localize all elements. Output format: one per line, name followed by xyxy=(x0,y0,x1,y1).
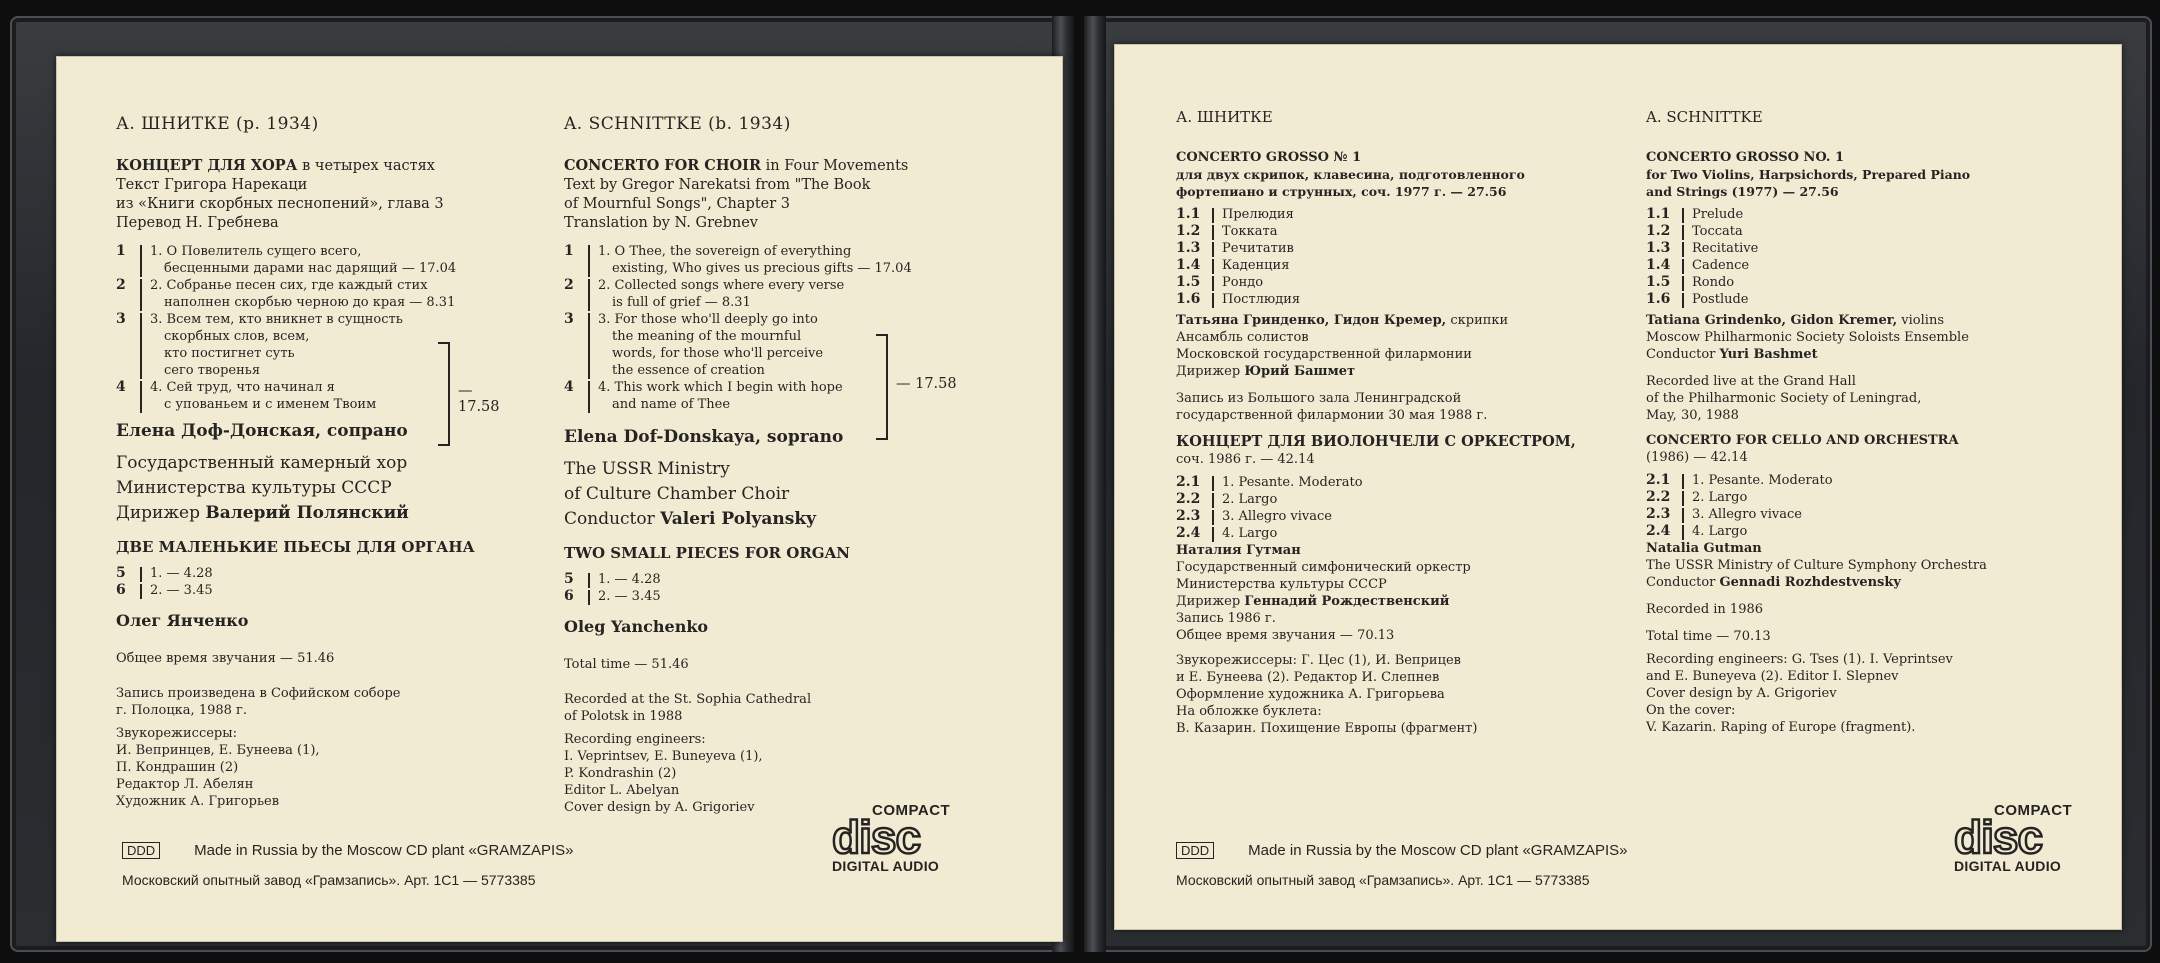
track-title: Речитатив xyxy=(1222,241,1294,256)
track-row xyxy=(1646,291,2086,308)
credit-line: И. Вепринцев, Е. Бунеева (1), xyxy=(116,743,320,758)
track-line: 2. — 3.45 xyxy=(150,583,213,598)
compact-disc-logo xyxy=(832,802,951,874)
track-number: 5 xyxy=(116,565,126,581)
credit-line: On the cover: xyxy=(1646,703,1736,718)
organ-title: ДВЕ МАЛЕНЬКИЕ ПЬЕСЫ ДЛЯ ОРГАНА xyxy=(116,538,475,556)
work-description: for Two Violins, Harpsichords, Prepared Piano xyxy=(1646,167,1971,182)
en-column xyxy=(1646,108,2086,736)
track-bar xyxy=(1212,527,1214,542)
organ-track-row xyxy=(564,571,984,588)
track-number: 2.2 xyxy=(1646,489,1671,505)
track-title: Cadence xyxy=(1692,258,1750,273)
recorded-line: Запись произведена в Софийском соборе xyxy=(116,686,401,701)
conductor-label: Conductor xyxy=(1646,575,1720,590)
track-row xyxy=(1176,525,1596,542)
performers-line xyxy=(1176,312,1596,329)
conductor-name: Valeri Polyansky xyxy=(660,509,816,529)
work-title-line xyxy=(116,156,516,176)
credit-line: Художник А. Григорьев xyxy=(116,794,280,809)
orchestra-line: The USSR Ministry of Culture Symphony Orchestra xyxy=(1646,558,1987,573)
track-row xyxy=(116,277,516,311)
track-number: 1.2 xyxy=(1176,223,1201,239)
total-time: Общее время звучания — 70.13 xyxy=(1176,628,1395,643)
recorded-line: Recorded live at the Grand Hall xyxy=(1646,374,1856,389)
track-number: 2.4 xyxy=(1646,523,1671,539)
track-row xyxy=(1176,223,1596,240)
track-line: 1. — 4.28 xyxy=(598,572,661,587)
track-title: Recitative xyxy=(1692,241,1759,256)
track-number: 1 xyxy=(564,243,574,259)
track-title: Prelude xyxy=(1692,207,1744,222)
work-title: CONCERTO GROSSO NO. 1 xyxy=(1646,150,1845,165)
track-number: 3 xyxy=(116,311,126,327)
track-title: 2. Largo xyxy=(1692,490,1748,505)
track-line: 2. Collected songs where every verse xyxy=(598,278,845,293)
cello-description: (1986) — 42.14 xyxy=(1646,450,1748,465)
track-bar xyxy=(1212,493,1214,508)
track-line: 3. Всем тем, кто вникнет в сущность xyxy=(150,312,403,327)
track-bar xyxy=(1212,225,1214,240)
track-title: Прелюдия xyxy=(1222,207,1294,222)
soloist: Елена Доф-Донская, сопрано xyxy=(116,421,408,441)
track-title: Постлюдия xyxy=(1222,292,1301,307)
track-number: 6 xyxy=(564,588,574,604)
track-number: 1.6 xyxy=(1646,291,1671,307)
track-bar xyxy=(1682,491,1684,506)
credit-line: П. Кондрашин (2) xyxy=(116,760,239,775)
ensemble-line: Московской государственной филармонии xyxy=(1176,347,1472,362)
credit-line: V. Kazarin. Raping of Europe (fragment). xyxy=(1646,720,1916,735)
text-credit: Translation by N. Grebnev xyxy=(564,215,759,231)
track-row xyxy=(1646,257,2086,274)
track-row xyxy=(1176,206,1596,223)
track-number: 2.1 xyxy=(1176,474,1201,490)
track-row xyxy=(1176,291,1596,308)
case-hinge xyxy=(1084,16,1106,952)
violinists-role: violins xyxy=(1897,313,1944,328)
track-row xyxy=(564,243,984,277)
track-row xyxy=(116,243,516,277)
track-bar xyxy=(1212,510,1214,525)
conductor-label: Conductor xyxy=(1646,347,1720,362)
track-row xyxy=(116,311,516,379)
track-number: 2.4 xyxy=(1176,525,1201,541)
track-number: 1.1 xyxy=(1646,206,1671,222)
track-title: Toccata xyxy=(1692,224,1743,239)
conductor-name: Валерий Полянский xyxy=(205,503,409,523)
track-title: 3. Allegro vivace xyxy=(1222,509,1332,524)
track-number: 1.6 xyxy=(1176,291,1201,307)
movements-bracket xyxy=(438,342,450,446)
track-bar xyxy=(140,313,142,379)
conductor-label: Дирижер xyxy=(1176,594,1245,609)
track-line: 1. О Повелитель сущего всего, xyxy=(150,244,362,259)
track-line: is full of grief — 8.31 xyxy=(612,295,751,310)
track-line: 3. For those who'll deeply go into xyxy=(598,312,818,327)
recorded-line: государственной филармонии 30 мая 1988 г. xyxy=(1176,408,1488,423)
organ-track-row xyxy=(116,565,516,582)
recorded-year: Запись 1986 г. xyxy=(1176,611,1276,626)
track-line: existing, Who gives us precious gifts — 17.04 xyxy=(612,261,912,276)
credit-line: Recording engineers: xyxy=(564,732,706,747)
conductor-name: Геннадий Рождественский xyxy=(1244,594,1450,609)
track-row xyxy=(564,311,984,379)
organist: Oleg Yanchenko xyxy=(564,617,709,636)
track-row xyxy=(1646,489,2086,506)
recorded-line: of Polotsk in 1988 xyxy=(564,709,683,724)
back-insert-left xyxy=(56,56,1063,942)
ddd-badge: DDD xyxy=(122,842,160,859)
track-number: 4 xyxy=(116,379,126,395)
work-title: КОНЦЕРТ ДЛЯ ХОРА xyxy=(116,157,298,174)
track-bar xyxy=(1682,508,1684,523)
choir-line: Министерства культуры СССР xyxy=(116,478,392,498)
track-number: 1.4 xyxy=(1176,257,1201,273)
bracket-duration: — 17.58 xyxy=(458,383,500,415)
orchestra-line: Государственный симфонический оркестр xyxy=(1176,560,1471,575)
conductor-line xyxy=(1646,574,2086,591)
track-line: the essence of creation xyxy=(612,363,765,378)
logo-disc-text: disc xyxy=(1954,811,2043,863)
credit-line: and E. Buneyeva (2). Editor I. Slepnev xyxy=(1646,669,1899,684)
track-bar xyxy=(1212,208,1214,223)
track-row xyxy=(1646,223,2086,240)
made-in-text: Made in Russia by the Moscow CD plant «GRAMZAPIS» xyxy=(1248,842,1628,859)
track-number: 1.3 xyxy=(1646,240,1671,256)
track-number: 1 xyxy=(116,243,126,259)
track-bar xyxy=(140,245,142,277)
credit-line: Оформление художника А. Григорьева xyxy=(1176,687,1445,702)
total-time: Общее время звучания — 51.46 xyxy=(116,651,335,666)
track-row xyxy=(1176,491,1596,508)
ru-column xyxy=(1176,108,1596,737)
credit-line: и Е. Бунеева (2). Редактор И. Слепнев xyxy=(1176,670,1440,685)
track-line: words, for those who'll perceive xyxy=(612,346,824,361)
bracket-duration: — 17.58 xyxy=(896,376,957,392)
cello-title: CONCERTO FOR CELLO AND ORCHESTRA xyxy=(1646,433,1959,448)
track-row xyxy=(1646,274,2086,291)
orchestra-line: Министерства культуры СССР xyxy=(1176,577,1387,592)
credit-line: Звукорежиссеры: Г. Цес (1), И. Веприцев xyxy=(1176,653,1461,668)
recorded-line: г. Полоцка, 1988 г. xyxy=(116,703,247,718)
soloist: Elena Dof-Donskaya, soprano xyxy=(564,427,844,447)
track-bar xyxy=(1682,525,1684,540)
work-title-line xyxy=(564,156,984,176)
track-row xyxy=(1646,506,2086,523)
organ-track-row xyxy=(116,582,516,599)
track-number: 3 xyxy=(564,311,574,327)
track-title: Каденция xyxy=(1222,258,1290,273)
track-bar xyxy=(588,245,590,277)
track-number: 2.1 xyxy=(1646,472,1671,488)
track-row xyxy=(1646,240,2086,257)
track-number: 2.3 xyxy=(1646,506,1671,522)
track-bar xyxy=(1212,476,1214,491)
track-line: 4. This work which I begin with hope xyxy=(598,380,843,395)
recorded-line: of the Philharmonic Society of Leningrad, xyxy=(1646,391,1922,406)
track-row xyxy=(564,277,984,311)
footer-catalog: Московский опытный завод «Грамзапись». Арт. 1С1 — 5773385 xyxy=(122,872,536,888)
credit-line: Cover design by A. Grigoriev xyxy=(564,800,755,815)
track-number: 2.2 xyxy=(1176,491,1201,507)
work-description: and Strings (1977) — 27.56 xyxy=(1646,184,1839,199)
footer-made-in xyxy=(122,842,574,859)
credit-line: Редактор Л. Абелян xyxy=(116,777,254,792)
text-credit: из «Книги скорбных песнопений», глава 3 xyxy=(116,196,444,212)
track-row xyxy=(1646,472,2086,489)
track-bar xyxy=(140,279,142,311)
track-number: 6 xyxy=(116,582,126,598)
text-credit: Текст Григора Нарекаци xyxy=(116,177,308,193)
track-line: 1. O Thee, the sovereign of everything xyxy=(598,244,852,259)
track-bar xyxy=(1682,242,1684,257)
cd-case-right xyxy=(1084,16,2152,952)
total-time: Total time — 51.46 xyxy=(564,657,689,672)
track-line: сего творенья xyxy=(164,363,261,378)
violinists: Tatiana Grindenko, Gidon Kremer, xyxy=(1646,313,1898,328)
track-bar xyxy=(1212,293,1214,308)
track-number: 1.3 xyxy=(1176,240,1201,256)
logo-disc-text: disc xyxy=(832,811,921,863)
text-credit: Text by Gregor Narekatsi from "The Book xyxy=(564,177,871,193)
track-line: and name of Thee xyxy=(612,397,731,412)
track-bar xyxy=(1682,208,1684,223)
compact-disc-logo xyxy=(1954,802,2073,874)
track-row xyxy=(1176,257,1596,274)
footer-made-in xyxy=(1176,842,1628,859)
track-bar xyxy=(588,381,590,413)
work-subtitle: in Four Movements xyxy=(761,158,909,174)
track-number: 1.5 xyxy=(1646,274,1671,290)
track-line: 2. Собранье песен сих, где каждый стих xyxy=(150,278,428,293)
track-line: бесценными дарами нас дарящий — 17.04 xyxy=(164,261,457,276)
text-credit: of Mournful Songs", Chapter 3 xyxy=(564,196,790,212)
track-line: 2. — 3.45 xyxy=(598,589,661,604)
en-column xyxy=(564,114,984,816)
track-line: наполнен скорбью черною до края — 8.31 xyxy=(164,295,456,310)
made-in-text: Made in Russia by the Moscow CD plant «GRAMZAPIS» xyxy=(194,842,574,859)
logo-compact-text: COMPACT xyxy=(1994,802,2073,819)
track-number: 2.3 xyxy=(1176,508,1201,524)
credit-line: Звукорежиссеры: xyxy=(116,726,237,741)
credit-line: Editor L. Abelyan xyxy=(564,783,680,798)
work-title: CONCERTO FOR CHOIR xyxy=(564,157,762,174)
conductor-line xyxy=(1176,593,1596,610)
choir-line: The USSR Ministry xyxy=(564,459,730,479)
track-line: 1. — 4.28 xyxy=(150,566,213,581)
cellist: Natalia Gutman xyxy=(1646,541,1762,556)
track-bar xyxy=(140,567,142,582)
track-bar xyxy=(1682,293,1684,308)
track-line: the meaning of the mournful xyxy=(612,329,802,344)
logo-compact-text: COMPACT xyxy=(872,802,951,819)
track-title: Токката xyxy=(1222,224,1278,239)
choir-line: Государственный камерный хор xyxy=(116,453,408,473)
credit-line: P. Kondrashin (2) xyxy=(564,766,677,781)
conductor-name: Юрий Башмет xyxy=(1244,364,1356,379)
credit-line: На обложке буклета: xyxy=(1176,704,1322,719)
track-number: 5 xyxy=(564,571,574,587)
conductor-name: Gennadi Rozhdestvensky xyxy=(1719,575,1901,590)
track-number: 2 xyxy=(116,277,126,293)
track-number: 1.5 xyxy=(1176,274,1201,290)
track-row xyxy=(1176,240,1596,257)
track-row xyxy=(1646,523,2086,540)
ddd-badge: DDD xyxy=(1176,842,1214,859)
composer-heading: А. ШНИТКЕ xyxy=(1176,108,1273,126)
conductor-line xyxy=(1646,346,2086,363)
conductor-label: Conductor xyxy=(564,509,661,529)
track-title: 4. Largo xyxy=(1692,524,1748,539)
track-bar xyxy=(140,584,142,599)
recorded-line: May, 30, 1988 xyxy=(1646,408,1739,423)
recorded-line: Запись из Большого зала Ленинградской xyxy=(1176,391,1462,406)
track-row xyxy=(116,379,516,413)
track-bar xyxy=(588,279,590,311)
track-title: 3. Allegro vivace xyxy=(1692,507,1802,522)
track-title: 4. Largo xyxy=(1222,526,1278,541)
movements-bracket xyxy=(876,334,888,440)
logo-digital-audio-text: DIGITAL AUDIO xyxy=(832,858,940,874)
track-line: кто постигнет суть xyxy=(164,346,295,361)
choir-line: of Culture Chamber Choir xyxy=(564,484,790,504)
track-title: Postlude xyxy=(1692,292,1749,307)
track-row xyxy=(1176,474,1596,491)
credit-line: В. Казарин. Похищение Европы (фрагмент) xyxy=(1176,721,1478,736)
text-credit: Перевод Н. Гребнева xyxy=(116,215,279,231)
track-title: Рондо xyxy=(1222,275,1264,290)
organ-title: TWO SMALL PIECES FOR ORGAN xyxy=(564,544,850,562)
track-number: 1.1 xyxy=(1176,206,1201,222)
work-description: для двух скрипок, клавесина, подготовленного xyxy=(1176,167,1525,182)
total-time: Total time — 70.13 xyxy=(1646,629,1771,644)
conductor-label: Дирижер xyxy=(116,503,206,523)
track-line: 4. Сей труд, что начинал я xyxy=(150,380,335,395)
track-line: скорбных слов, всем, xyxy=(164,329,310,344)
credit-line: I. Veprintsev, E. Buneyeva (1), xyxy=(564,749,763,764)
track-bar xyxy=(588,573,590,588)
track-number: 2 xyxy=(564,277,574,293)
credit-line: Recording engineers: G. Tses (1). I. Veprintsev xyxy=(1646,652,1953,667)
track-row xyxy=(1176,508,1596,525)
cd-case-left xyxy=(10,16,1074,952)
track-number: 4 xyxy=(564,379,574,395)
cello-title: КОНЦЕРТ ДЛЯ ВИОЛОНЧЕЛИ С ОРКЕСТРОМ, xyxy=(1176,433,1576,450)
cellist: Наталия Гутман xyxy=(1176,543,1301,558)
performers-line xyxy=(1646,312,2086,329)
work-subtitle: в четырех частях xyxy=(297,158,435,174)
track-bar xyxy=(1682,474,1684,489)
track-title: 1. Pesante. Moderato xyxy=(1222,475,1363,490)
track-bar xyxy=(1212,259,1214,274)
recorded-line: Recorded at the St. Sophia Cathedral xyxy=(564,692,812,707)
track-row xyxy=(1646,206,2086,223)
cello-description: соч. 1986 г. — 42.14 xyxy=(1176,452,1315,467)
violinists: Татьяна Гринденко, Гидон Кремер, xyxy=(1176,313,1447,328)
track-bar xyxy=(140,381,142,413)
ensemble-line: Moscow Philharmonic Society Soloists Ensemble xyxy=(1646,330,1969,345)
organist: Олег Янченко xyxy=(116,611,249,630)
track-bar xyxy=(1212,276,1214,291)
back-insert-right xyxy=(1114,44,2122,930)
track-title: 1. Pesante. Moderato xyxy=(1692,473,1833,488)
work-title: CONCERTO GROSSO № 1 xyxy=(1176,150,1362,165)
recorded-year: Recorded in 1986 xyxy=(1646,602,1764,617)
track-title: 2. Largo xyxy=(1222,492,1278,507)
composer-heading: A. SCHNITTKE (b. 1934) xyxy=(564,114,791,134)
track-number: 1.2 xyxy=(1646,223,1671,239)
conductor-name: Yuri Bashmet xyxy=(1719,347,1818,362)
track-row xyxy=(1176,274,1596,291)
ru-column xyxy=(116,114,516,810)
conductor-label: Дирижер xyxy=(1176,364,1245,379)
track-bar xyxy=(1682,225,1684,240)
track-bar xyxy=(588,313,590,379)
composer-heading: A. SCHNITTKE xyxy=(1646,108,1763,126)
track-bar xyxy=(1682,259,1684,274)
conductor-line xyxy=(1176,363,1596,380)
organ-track-row xyxy=(564,588,984,605)
logo-digital-audio-text: DIGITAL AUDIO xyxy=(1954,858,2062,874)
footer-catalog: Московский опытный завод «Грамзапись». Арт. 1С1 — 5773385 xyxy=(1176,872,1590,888)
track-bar xyxy=(1212,242,1214,257)
work-description: фортепиано и струнных, соч. 1977 г. — 27.56 xyxy=(1176,184,1507,199)
track-title: Rondo xyxy=(1692,275,1735,290)
composer-heading: А. ШНИТКЕ (р. 1934) xyxy=(116,114,319,134)
credit-line: Cover design by A. Grigoriev xyxy=(1646,686,1837,701)
conductor-line xyxy=(564,507,984,532)
conductor-line xyxy=(116,501,516,526)
track-number: 1.4 xyxy=(1646,257,1671,273)
violinists-role: скрипки xyxy=(1446,313,1509,328)
track-line: с упованьем и с именем Твоим xyxy=(164,397,377,412)
track-bar xyxy=(588,590,590,605)
ensemble-line: Ансамбль солистов xyxy=(1176,330,1309,345)
track-bar xyxy=(1682,276,1684,291)
